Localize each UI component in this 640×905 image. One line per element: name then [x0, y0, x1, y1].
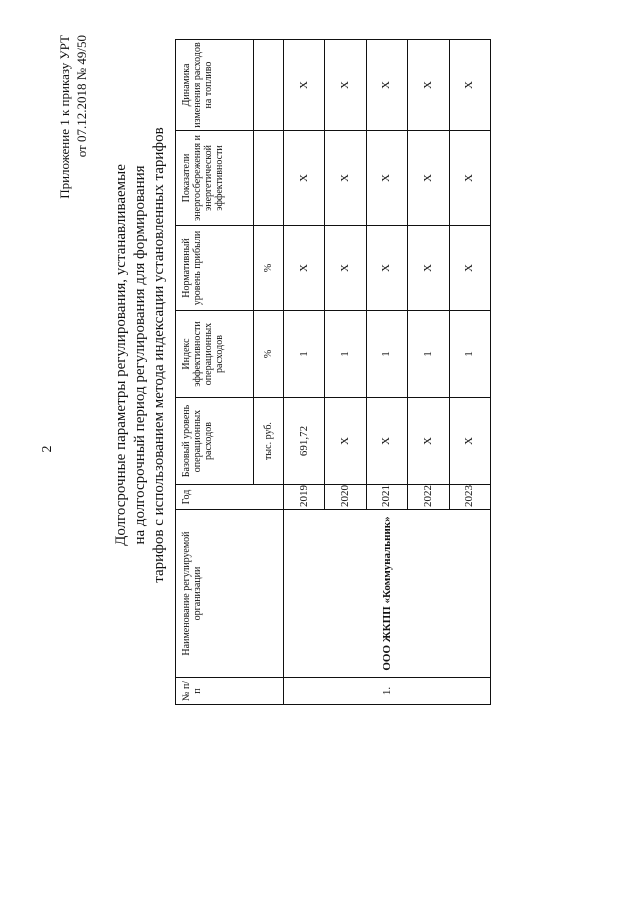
efficiency-index-cell: 1	[449, 311, 490, 398]
unit-base-level: тыс. руб.	[254, 398, 284, 485]
title-line-2: на долгосрочный период регулирования для формирования	[132, 165, 148, 545]
fuel-dynamics-cell: X	[325, 40, 366, 131]
profit-level-cell: X	[325, 226, 366, 311]
annex-reference	[56, 35, 90, 215]
title-line-3: тарифов с использованием метода индексации установленных тарифов	[151, 127, 167, 583]
header-fuel-dynamics: Динамика изменения расходов на топливо	[176, 40, 254, 131]
annex-line-2: от 07.12.2018 № 49/50	[74, 35, 89, 158]
header-energy-efficiency: Показатели энергосбережения и энергетической эффективности	[176, 131, 254, 226]
header-year: Год	[176, 485, 284, 510]
fuel-dynamics-cell: X	[366, 40, 407, 131]
energy-efficiency-cell: X	[449, 131, 490, 226]
year-cell: 2019	[284, 485, 325, 510]
base-level-cell: X	[366, 398, 407, 485]
profit-level-cell: X	[408, 226, 449, 311]
base-level-cell: X	[408, 398, 449, 485]
header-efficiency-index: Индекс эффективности операционных расходов	[176, 311, 254, 398]
base-level-cell: X	[325, 398, 366, 485]
base-level-cell: 691,72	[284, 398, 325, 485]
header-row-number: № п/п	[176, 678, 284, 705]
profit-level-cell: X	[449, 226, 490, 311]
header-base-level: Базовый уровень операционных расходов	[176, 398, 254, 485]
fuel-dynamics-cell: X	[284, 40, 325, 131]
unit-efficiency-index: %	[254, 311, 284, 398]
header-organization: Наименование регулируемой организации	[176, 510, 284, 678]
organization-name: ООО ЖКПП «Коммунальник»	[284, 510, 491, 678]
efficiency-index-cell: 1	[325, 311, 366, 398]
base-level-cell: X	[449, 398, 490, 485]
efficiency-index-cell: 1	[408, 311, 449, 398]
year-cell: 2021	[366, 485, 407, 510]
row-number: 1.	[284, 678, 491, 705]
energy-efficiency-cell: X	[408, 131, 449, 226]
energy-efficiency-cell: X	[284, 131, 325, 226]
profit-level-cell: X	[366, 226, 407, 311]
parameters-table	[175, 39, 491, 705]
efficiency-index-cell: 1	[284, 311, 325, 398]
fuel-dynamics-cell: X	[408, 40, 449, 131]
annex-line-1: Приложение 1 к приказу УРТ	[57, 35, 72, 199]
page-number: 2	[40, 445, 55, 453]
year-cell: 2022	[408, 485, 449, 510]
unit-fuel-dynamics	[254, 40, 284, 131]
unit-energy-efficiency	[254, 131, 284, 226]
table-header-row	[176, 40, 254, 705]
profit-level-cell: X	[284, 226, 325, 311]
title-line-1: Долгосрочные параметры регулирования, устанавливаемые	[113, 164, 129, 546]
document-title	[112, 55, 169, 655]
energy-efficiency-cell: X	[325, 131, 366, 226]
year-cell: 2020	[325, 485, 366, 510]
header-profit-level: Нормативный уровень прибыли	[176, 226, 254, 311]
table-row	[284, 40, 325, 705]
efficiency-index-cell: 1	[366, 311, 407, 398]
unit-profit-level: %	[254, 226, 284, 311]
year-cell: 2023	[449, 485, 490, 510]
energy-efficiency-cell: X	[366, 131, 407, 226]
fuel-dynamics-cell: X	[449, 40, 490, 131]
